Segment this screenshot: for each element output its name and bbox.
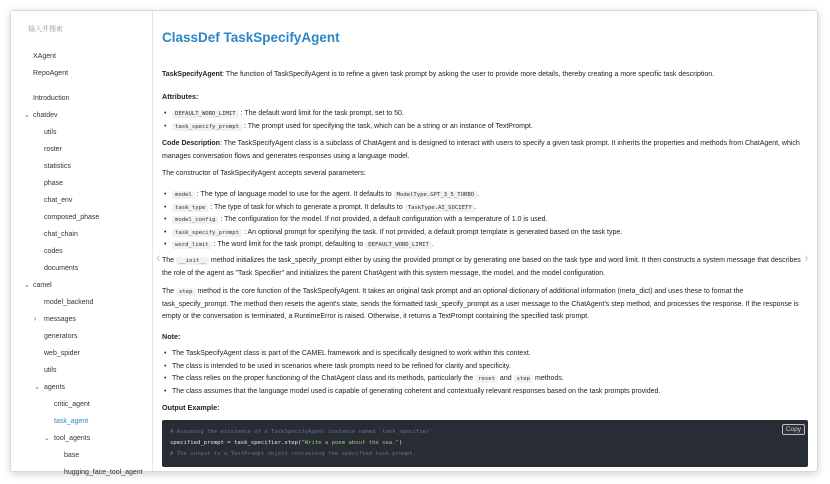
- sidebar-item-chatdev[interactable]: chatdev: [33, 112, 58, 119]
- chevron-down-icon[interactable]: ⌄: [24, 112, 30, 119]
- code-block: [162, 420, 808, 467]
- sidebar-item-statistics[interactable]: statistics: [44, 163, 71, 170]
- sidebar-item-utils[interactable]: utils: [44, 129, 57, 136]
- copy-button[interactable]: Copy: [782, 424, 805, 435]
- sidebar-item-web-spider[interactable]: web_spider: [44, 350, 80, 357]
- sidebar-item-critic-agent[interactable]: critic_agent: [54, 401, 90, 408]
- list-item: • model_config : The configuration for the model. If not provided, a default configuration with a temperature of 1.0 is used.: [172, 214, 548, 226]
- sidebar-item-hugging-face-tool-agent[interactable]: hugging_face_tool_agent: [64, 469, 143, 476]
- list-item: • task_specify_prompt : An optional prompt for specifying the task. If not provided, a default prompt template is generated based on the task type.: [172, 227, 622, 239]
- sidebar-item-repoagent[interactable]: RepoAgent: [33, 70, 69, 77]
- output-heading: Output Example:: [162, 403, 220, 412]
- list-item: • The class is intended to be used in scenarios where task prompts need to be refined for clarity and specificity.: [172, 361, 511, 372]
- sidebar-item-xagent[interactable]: XAgent: [33, 53, 56, 60]
- sidebar-item-codes[interactable]: codes: [44, 248, 63, 255]
- sidebar-item-generators[interactable]: generators: [44, 333, 78, 340]
- step-paragraph: The step method is the core function of the TaskSpecifyAgent. It takes an original task prompt and an optional dictionary of additional information (meta_dict) and uses these to format the task_specify_prompt. The method then resets the agent's state, sends the formatted task_specify_prompt as a user message to the ChatAgent's step method, and processes the response. If the response is empty or the conversation is terminated, a RuntimeError is raised. Otherwise, it returns a TextPrompt containing the specified task prompt.: [162, 288, 799, 320]
- code-comment: # The output is a TextPrompt object containing the specified task prompt.: [170, 451, 416, 457]
- chevron-down-icon[interactable]: ⌄: [44, 435, 50, 442]
- page-title: ClassDef TaskSpecifyAgent: [162, 30, 340, 45]
- list-item: • task_type : The type of task for which to generate a prompt. It defaults to TaskType.AI_SOCIETY .: [172, 202, 477, 214]
- list-item: • The class assumes that the language model used is capable of generating coherent and contextually relevant responses based on the task prompts provided.: [172, 386, 660, 397]
- chevron-right-icon[interactable]: ›: [34, 316, 37, 323]
- sidebar-item-tool-agents[interactable]: tool_agents: [54, 435, 91, 442]
- sidebar-item-chat-chain[interactable]: chat_chain: [44, 231, 78, 238]
- intro-paragraph: TaskSpecifyAgent: The function of TaskSpecifyAgent is to refine a given task prompt by asking the user to provide more details, thereby creating a more specific task description.: [162, 71, 715, 78]
- list-item: • The TaskSpecifyAgent class is part of the CAMEL framework and is specifically designed to work within this context.: [172, 348, 531, 359]
- sidebar-item-camel-utils[interactable]: utils: [44, 367, 57, 374]
- sidebar-item-task-agent[interactable]: task_agent: [54, 418, 89, 425]
- sidebar-item-composed-phase[interactable]: composed_phase: [44, 214, 100, 221]
- init-paragraph: The __init__ method initializes the task_specify_prompt either by using the provided prompt or by generating one based on the task type and word limit. It then constructs a system message that describes the role of the agent as "Task Specifier" and initializes the parent ChatAgent with this system message, the model, and the model configuration.: [162, 257, 801, 277]
- sidebar-item-base[interactable]: base: [64, 452, 80, 459]
- list-item: • word_limit : The word limit for the task prompt, defaulting to DEFAULT_WORD_LIMIT .: [172, 239, 434, 251]
- sidebar-item-introduction[interactable]: Introduction: [33, 95, 70, 102]
- constructor-intro: The constructor of TaskSpecifyAgent accepts several parameters:: [162, 170, 366, 177]
- search-input[interactable]: 输入并搜索: [28, 26, 63, 33]
- chevron-down-icon[interactable]: ⌄: [34, 384, 40, 391]
- sidebar-item-camel[interactable]: camel: [33, 282, 52, 289]
- chevron-left-icon[interactable]: ‹: [156, 249, 161, 265]
- attributes-heading: Attributes:: [162, 92, 199, 101]
- chevron-right-icon[interactable]: ›: [804, 249, 809, 265]
- list-item: • model : The type of language model to use for the agent. It defaults to ModelType.GPT_3_5_TURBO .: [172, 189, 479, 201]
- sidebar-item-chat-env[interactable]: chat_env: [44, 197, 73, 204]
- main-content: [154, 11, 817, 471]
- sidebar-item-model-backend[interactable]: model_backend: [44, 299, 94, 306]
- chevron-down-icon[interactable]: ⌄: [24, 282, 30, 289]
- sidebar: [11, 11, 153, 476]
- sidebar-item-phase[interactable]: phase: [44, 180, 64, 187]
- code-comment: # Assuming the existence of a TaskSpecifyAgent instance named `task_specifier`.: [170, 429, 437, 435]
- list-item: • DEFAULT_WORD_LIMIT : The default word limit for the task prompt, set to 50.: [172, 108, 404, 120]
- sidebar-item-documents[interactable]: documents: [44, 265, 79, 272]
- code-description-paragraph: Code Description: The TaskSpecifyAgent class is a subclass of ChatAgent and is designed to interact with users to specify a given task prompt. It inherits the properties and methods from ChatAgent, which manages conversation flows and generates responses using a language model.: [162, 140, 800, 160]
- browser-frame: [10, 10, 818, 476]
- list-item: • The class relies on the proper functioning of the ChatAgent class and its methods, particularly the reset and step methods.: [172, 373, 564, 385]
- sidebar-item-messages[interactable]: messages: [44, 316, 76, 323]
- code-statement: specified_prompt = task_specifier.step("Write a poem about the sea."): [170, 440, 403, 446]
- sidebar-item-agents[interactable]: agents: [44, 384, 66, 391]
- note-heading: Note:: [162, 332, 181, 341]
- sidebar-item-roster[interactable]: roster: [44, 146, 62, 153]
- list-item: • task_specify_prompt : The prompt used for specifying the task, which can be a string or an instance of TextPrompt.: [172, 121, 533, 133]
